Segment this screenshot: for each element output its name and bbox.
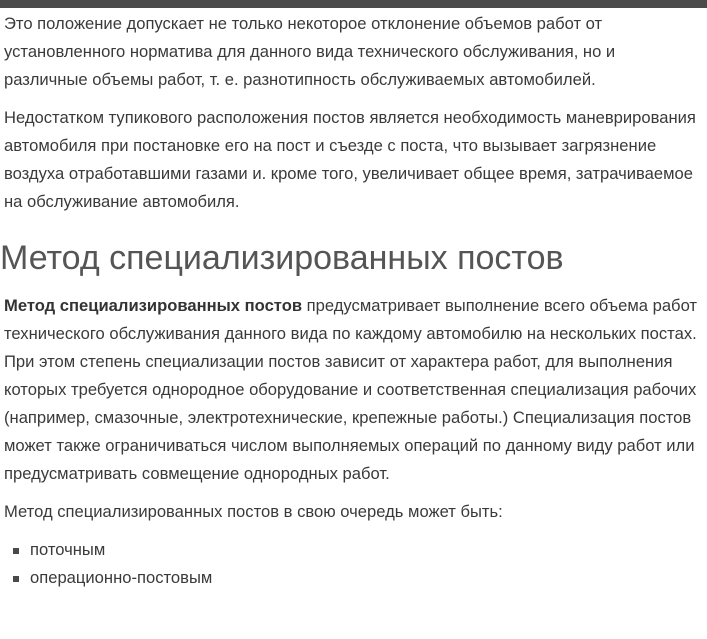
paragraph-method-types-intro: Метод специализированных постов в свою очередь может быть: — [4, 502, 503, 521]
list-item — [4, 564, 702, 592]
list-item-label: поточным — [30, 540, 106, 559]
section-heading: Метод специализированных постов — [0, 239, 564, 277]
square-bullet-icon — [13, 576, 19, 582]
article-body — [0, 10, 702, 592]
method-description-text: предусматривает выполнение всего объема работ технического обслуживания данного вида по каждому автомобилю на нескольких постах. При этом степень специализации постов зависит от характера работ, для выполнения которых требуется однородное оборудование и соответственная специализация рабочих (например, смазочные, электротехнические, крепежные работы.) Специализация постов может также ограничиваться числом выполняемых операций по данному виду работ или предусматривать совмещение однородных работ. — [4, 296, 698, 483]
paragraph-method-description — [4, 292, 702, 488]
list-item-label: операционно-постовым — [30, 568, 213, 587]
method-types-list — [4, 536, 702, 592]
paragraph-deadend-drawback: Недостатком тупикового расположения постов является необходимость маневрирования автомобиля при постановке его на пост и съезде с поста, что вызывает загрязнение воздуха отработавшими газами и. кроме того, увеличивает общее время, затрачиваемое на обслуживание автомобиля. — [4, 108, 696, 211]
top-divider — [0, 0, 707, 8]
square-bullet-icon — [13, 548, 19, 554]
paragraph-positions-deviation: Это положение допускает не только некоторое отклонение объемов работ от установленного норматива для данного вида технического обслуживания, но и различные объемы работ, т. е. разнотипность обслуживаемых автомобилей. — [4, 14, 616, 89]
method-term-bold: Метод специализированных постов — [4, 296, 303, 315]
list-item — [4, 536, 702, 564]
